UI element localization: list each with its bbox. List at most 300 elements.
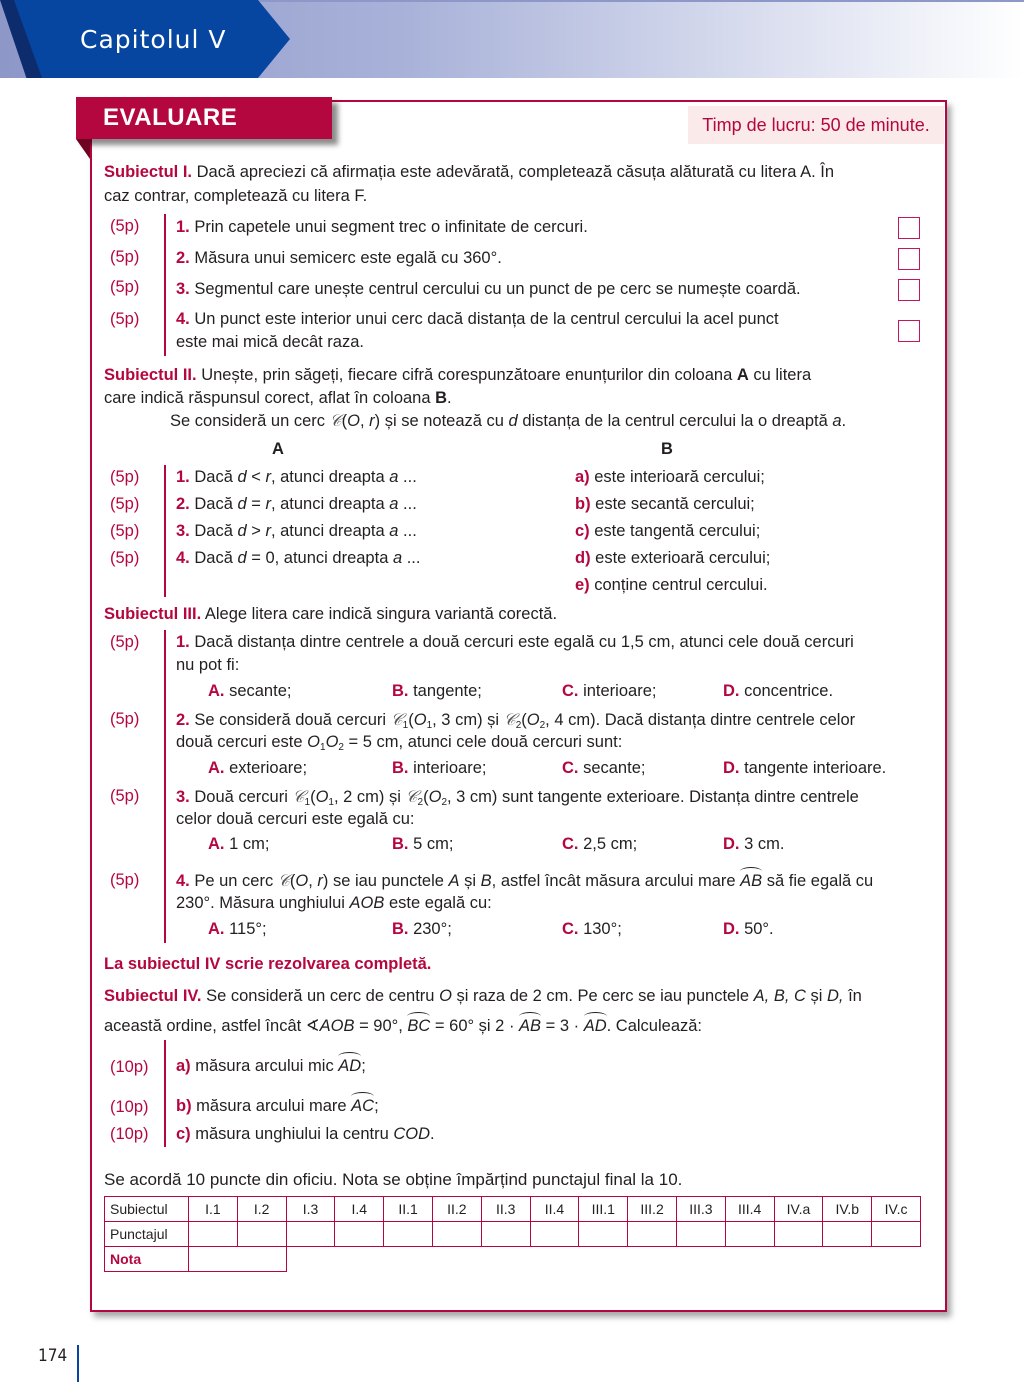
s1-item4-points: (5p) [110, 310, 140, 328]
score-cell[interactable] [335, 1222, 384, 1247]
text: este exterioară cercului; [590, 549, 771, 567]
s3-q3-line1 [176, 787, 859, 808]
s3-q4-option-a[interactable] [208, 920, 267, 939]
s2-context [170, 411, 846, 431]
text: 3 cm. [739, 835, 785, 853]
arc-AB: AB [740, 872, 763, 890]
s2-a2-num: 2. [176, 495, 190, 513]
t: ( [310, 788, 316, 806]
s2-a4-num: 4. [176, 549, 190, 567]
s1-item2-answer-box[interactable] [898, 248, 920, 270]
text: este tangentă cercului; [589, 522, 761, 540]
num: 3. [176, 788, 190, 806]
letter: A. [208, 920, 225, 938]
sub: 2 [417, 797, 424, 808]
circle-symbol: 𝒞 [390, 710, 403, 729]
letter: D. [723, 682, 740, 700]
var-d: d [237, 549, 247, 567]
score-table [104, 1196, 921, 1272]
text: Se consideră două cercuri [189, 711, 391, 729]
chapter-title: Capitolul V [80, 24, 227, 54]
s2-column-b-header: B [661, 440, 673, 458]
var-O: O [413, 711, 427, 729]
var-d: d [237, 468, 247, 486]
col-header: I.3 [286, 1197, 335, 1222]
s3-q2-points: (5p) [110, 710, 140, 728]
empty-space [286, 1247, 920, 1272]
angle-AOB: AOB [319, 1017, 355, 1035]
s1-item4 [176, 310, 779, 329]
s2-b-b[interactable] [575, 495, 755, 514]
t: Se consideră un cerc de centru [201, 987, 440, 1005]
s1-item1-answer-box[interactable] [898, 217, 920, 239]
text: conține centrul cercului. [589, 576, 768, 594]
s2-a4[interactable] [176, 549, 420, 568]
t: , atunci dreapta [270, 495, 390, 513]
s1-item2-text: Măsura unui semicerc este egală cu 360°. [189, 249, 502, 267]
text: măsura arcului mare [191, 1097, 352, 1115]
s1-item1 [176, 218, 588, 237]
comma: , [359, 412, 370, 430]
t: în [843, 987, 862, 1005]
score-cell[interactable] [530, 1222, 579, 1247]
s1-item3 [176, 280, 801, 299]
letter: A. [208, 759, 225, 777]
s1-item2-num: 2. [176, 249, 190, 267]
s3-intro [104, 605, 557, 624]
page-number: 174 [38, 1346, 68, 1366]
score-cell[interactable] [384, 1222, 433, 1247]
s2-a2-points: (5p) [110, 495, 140, 513]
s2-a3-points: (5p) [110, 522, 140, 540]
s4-divider [164, 1040, 166, 1147]
s4-c-points: (10p) [110, 1125, 149, 1143]
num: 1. [176, 633, 190, 651]
s2-a2[interactable] [176, 495, 417, 514]
t: , 3 cm) și [432, 711, 504, 729]
col-header: II.1 [384, 1197, 433, 1222]
col-header: III.2 [628, 1197, 677, 1222]
letter: D. [723, 759, 740, 777]
s1-item4-text: Un punct este interior unui cerc dacă distanța de la centrul cercului la acel punct [189, 310, 779, 328]
t: . [430, 1125, 435, 1143]
s3-divider [164, 630, 166, 943]
text: Dacă distanța dintre centrele a două cercuri este egală cu 1,5 cm, atunci cele două cercuri [189, 633, 854, 651]
t: = 90°, [354, 1017, 408, 1035]
var-O: O [428, 788, 442, 806]
s4-item-a [176, 1057, 366, 1076]
col-header: I.1 [189, 1197, 238, 1222]
angle-COD: COD [393, 1125, 431, 1143]
s3-q3-points: (5p) [110, 787, 140, 805]
sub: 1 [426, 720, 433, 731]
text: secante; [224, 682, 292, 700]
t: > [246, 522, 266, 540]
s4-intro-line1 [104, 987, 862, 1006]
s2-label: Subiectul II. [104, 366, 197, 384]
s1-item1-points: (5p) [110, 217, 140, 235]
s3-q1-points: (5p) [110, 633, 140, 651]
evaluation-title: EVALUARE [103, 104, 238, 131]
var-O: O [295, 872, 309, 890]
s3-q4-line2 [176, 894, 492, 913]
text: secante; [578, 759, 646, 777]
s2-b-a[interactable] [575, 468, 765, 487]
t: = 0 [246, 549, 275, 567]
text: concentrice. [739, 682, 834, 700]
col-header: I.2 [237, 1197, 286, 1222]
num: 4. [176, 872, 190, 890]
var-d: d [508, 412, 518, 430]
letter: a) [575, 468, 590, 486]
period: . [841, 412, 847, 430]
score-cell[interactable] [237, 1222, 286, 1247]
s3-q2-option-c[interactable] [562, 759, 645, 778]
t: să fie egală cu [762, 872, 874, 890]
s2-a1[interactable] [176, 468, 417, 487]
score-cell[interactable] [481, 1222, 530, 1247]
score-cell[interactable] [432, 1222, 481, 1247]
text: măsura arcului mic [190, 1057, 339, 1075]
sub: 1 [320, 742, 326, 753]
s3-q4-option-d[interactable] [723, 920, 774, 939]
chapter-tab-label-wrap [40, 0, 260, 78]
s2-context-text: Se consideră un cerc [170, 412, 330, 430]
text: 230°; [408, 920, 452, 938]
s3-intro-text: Alege litera care indică singura variantă corectă. [201, 605, 558, 623]
text: 130°; [578, 920, 622, 938]
s2-context-text3: distanța de la centrul cercului la o dreaptă [517, 412, 833, 430]
s4-item-c [176, 1125, 435, 1144]
t: = 60° și 2 · [430, 1017, 520, 1035]
evaluation-banner [76, 97, 332, 139]
col-header: III.1 [579, 1197, 628, 1222]
s4-b-points: (10p) [110, 1098, 149, 1116]
t: și raza de 2 cm. Pe cerc se iau punctele [451, 987, 754, 1005]
var-r: r [265, 522, 271, 540]
s3-q1-option-a[interactable] [208, 682, 291, 701]
t: , atunci dreapta [274, 549, 393, 567]
page-number-bar [77, 1345, 79, 1382]
score-cell[interactable] [676, 1222, 725, 1247]
circle-symbol: 𝒞 [405, 787, 418, 806]
s3-q1-line1 [176, 633, 854, 652]
s4-label: Subiectul IV. [104, 987, 202, 1005]
t: ... [398, 495, 417, 513]
circle-symbol: 𝒞 [503, 710, 516, 729]
t: . Calculează: [606, 1017, 703, 1035]
score-cell[interactable] [286, 1222, 335, 1247]
text: interioare; [408, 759, 487, 777]
t: , atunci dreapta [270, 522, 390, 540]
score-cell[interactable] [774, 1222, 823, 1247]
col-header: III.3 [676, 1197, 725, 1222]
row-label-nota: Nota [105, 1247, 189, 1272]
t: Dacă [189, 495, 238, 513]
s3-q1-option-c[interactable] [562, 682, 656, 701]
s1-intro-text: Dacă apreciezi că afirmația este adevărată, completează căsuța alăturată cu litera A. În [192, 163, 835, 181]
t: Pe un cerc [189, 872, 278, 890]
score-cell[interactable] [579, 1222, 628, 1247]
text: interioare; [578, 682, 657, 700]
s1-item1-text: Prin capetele unui segment trec o infinitate de cercuri. [189, 218, 588, 236]
s3-q2-option-d[interactable] [723, 759, 886, 778]
text: 115°; [224, 920, 267, 938]
s2-intro-text: Unește, prin săgeți, fiecare cifră corespunzătoare enunțurilor din coloana [196, 366, 737, 384]
s4-item-b [176, 1097, 379, 1116]
s2-intro2-tail: . [447, 389, 452, 407]
s2-column-a-header: A [272, 440, 284, 458]
s2-intro-line2 [104, 389, 452, 408]
text: 50°. [739, 920, 774, 938]
s3-q3-option-c[interactable] [562, 835, 637, 854]
var-B: B [480, 872, 492, 890]
num: 2. [176, 711, 190, 729]
t: Două cercuri [189, 788, 293, 806]
letter: D. [723, 920, 740, 938]
s1-item3-num: 3. [176, 280, 190, 298]
s3-q2-line2 [176, 733, 622, 753]
letter: B. [392, 682, 409, 700]
letter: A. [208, 835, 225, 853]
sub: 2 [539, 720, 546, 731]
text: 1 cm; [224, 835, 270, 853]
s3-q2-line1 [176, 710, 855, 731]
var-D: D, [827, 987, 844, 1005]
s3-q3-option-a[interactable] [208, 835, 269, 854]
s1-item1-num: 1. [176, 218, 190, 236]
t: < [246, 468, 266, 486]
score-header-row [105, 1197, 921, 1222]
var-O: O [526, 711, 540, 729]
s2-col-b-ref: B [435, 389, 448, 407]
s2-a3[interactable] [176, 522, 417, 541]
letter: b) [575, 495, 591, 513]
letter: C. [562, 682, 579, 700]
s2-intro-line1 [104, 366, 811, 385]
t: ) se iau punctele [322, 872, 449, 890]
var-r: r [369, 412, 375, 430]
t: , 3 cm) sunt tangente exterioare. Distanța dintre centrele [447, 788, 859, 806]
s2-a4-points: (5p) [110, 549, 140, 567]
t: , 2 cm) și [333, 788, 406, 806]
var-O: O [307, 733, 320, 751]
t: Dacă [189, 549, 238, 567]
s2-a1-points: (5p) [110, 468, 140, 486]
s3-q2-option-a[interactable] [208, 759, 307, 778]
col-header: I.4 [335, 1197, 384, 1222]
banner-fold-decoration [76, 139, 90, 159]
var-r: r [317, 872, 323, 890]
text: 2,5 cm; [578, 835, 638, 853]
s2-b-e[interactable] [575, 576, 768, 595]
score-grade-row [105, 1247, 921, 1272]
s3-q3-option-b[interactable] [392, 835, 453, 854]
var-A: A [448, 872, 460, 890]
circle-symbol: 𝒞 [329, 411, 342, 430]
s3-q4-line1 [176, 871, 873, 891]
text: exterioare; [224, 759, 308, 777]
circle-symbol: 𝒞 [277, 871, 290, 890]
var-a: a [832, 412, 842, 430]
var-O: O [347, 412, 360, 430]
t: Dacă [189, 522, 238, 540]
t: ... [402, 549, 421, 567]
var-a: a [389, 468, 399, 486]
col-header: III.4 [725, 1197, 774, 1222]
text: măsura unghiului la centru [190, 1125, 394, 1143]
s4-notice: La subiectul IV scrie rezolvarea completă. [104, 955, 432, 973]
var-d: d [237, 522, 247, 540]
col-header: IV.a [774, 1197, 823, 1222]
text: este interioară cercului; [589, 468, 765, 486]
arc-BC: BC [407, 1017, 431, 1035]
s2-col-a-ref: A [736, 366, 749, 384]
angle-AOB: AOB [349, 894, 385, 912]
s1-item4-num: 4. [176, 310, 190, 328]
var-a: a [389, 495, 399, 513]
sub: 1 [402, 720, 409, 731]
t: și [459, 872, 481, 890]
col-header: IV.b [823, 1197, 872, 1222]
s4-intro-line2 [104, 1016, 702, 1036]
t: ( [408, 711, 414, 729]
s1-divider [164, 214, 166, 356]
t: ; [374, 1097, 379, 1115]
score-cell[interactable] [823, 1222, 872, 1247]
row-label-punctajul: Punctajul [105, 1222, 189, 1247]
s1-item2-points: (5p) [110, 248, 140, 266]
s1-item4-line2: este mai mică decât raza. [176, 333, 364, 351]
letter: C. [562, 920, 579, 938]
var-O: O [439, 987, 452, 1005]
t: = [246, 495, 266, 513]
t: 230°. Măsura unghiului [176, 894, 350, 912]
s2-divider [164, 465, 166, 597]
s3-q4-option-b[interactable] [392, 920, 452, 939]
time-limit-box [688, 106, 944, 144]
sub: 2 [441, 797, 447, 808]
var-r: r [265, 495, 271, 513]
s2-intro2-text: care indică răspunsul corect, aflat în coloana [104, 389, 436, 407]
s2-b-c[interactable] [575, 522, 760, 541]
letter: C. [562, 835, 579, 853]
t: = 3 · [541, 1017, 584, 1035]
sub: 1 [328, 797, 334, 808]
t: și [805, 987, 828, 1005]
s3-label: Subiectul III. [104, 605, 202, 623]
t: , [308, 872, 318, 890]
var-a: a [389, 522, 399, 540]
s2-intro-tail: cu litera [748, 366, 812, 384]
letter: A. [208, 682, 225, 700]
score-cell[interactable] [628, 1222, 677, 1247]
var-d: d [237, 495, 247, 513]
sub: 2 [338, 742, 344, 753]
s3-q2-option-b[interactable] [392, 759, 486, 778]
arc-AB: AB [519, 1017, 542, 1035]
s1-item2 [176, 249, 502, 268]
s3-q3-option-d[interactable] [723, 835, 784, 854]
time-limit-text: Timp de lucru: 50 de minute. [702, 114, 930, 135]
s3-q1-line2: nu pot fi: [176, 656, 240, 674]
s1-item3-points: (5p) [110, 278, 140, 296]
t: ( [423, 788, 429, 806]
s1-intro-line2: caz contrar, completează cu litera F. [104, 187, 368, 205]
grade-cell[interactable] [189, 1247, 287, 1272]
t: ( [521, 711, 527, 729]
letter: B. [392, 920, 409, 938]
s3-q4-option-c[interactable] [562, 920, 622, 939]
s1-label: Subiectul I. [104, 163, 193, 181]
t: această ordine, astfel încât ∢ [104, 1017, 320, 1035]
t: ... [398, 522, 417, 540]
paren: ( [341, 412, 348, 430]
letter: D. [723, 835, 740, 853]
score-cell[interactable] [872, 1222, 921, 1247]
s3-q3-line2: celor două cercuri este egală cu: [176, 810, 415, 828]
s1-intro-line1 [104, 163, 834, 182]
score-cell[interactable] [189, 1222, 238, 1247]
arc-AD: AD [583, 1017, 607, 1035]
s2-a3-num: 3. [176, 522, 190, 540]
letter: a) [176, 1057, 191, 1075]
letter: C. [562, 759, 579, 777]
sub: 1 [304, 797, 311, 808]
var-O: O [315, 788, 329, 806]
s2-a1-num: 1. [176, 468, 190, 486]
t: = 5 cm, atunci cele două cercuri sunt: [343, 733, 623, 751]
s3-q4-points: (5p) [110, 871, 140, 889]
text: este secantă cercului; [590, 495, 755, 513]
t: Dacă [189, 468, 238, 486]
s1-item3-text: Segmentul care unește centrul cercului cu un punct de pe cerc se numește coardă. [189, 280, 801, 298]
row-label-subiectul: Subiectul [105, 1197, 189, 1222]
t: este egală cu: [384, 894, 492, 912]
t: , 4 cm). Dacă distanța dintre centrele celor [545, 711, 856, 729]
col-header: II.2 [432, 1197, 481, 1222]
scoring-note: Se acordă 10 puncte din oficiu. Nota se obține împărțind punctajul final la 10. [104, 1170, 683, 1189]
text: tangente; [408, 682, 482, 700]
t: , astfel încât măsura arcului mare [491, 872, 741, 890]
s1-item3-answer-box[interactable] [898, 279, 920, 301]
t: ; [361, 1057, 366, 1075]
letter: c) [176, 1125, 191, 1143]
var-a: a [392, 549, 403, 567]
vars-ABC: A, B, C [753, 987, 806, 1005]
letter: b) [176, 1097, 192, 1115]
t: ( [289, 872, 296, 890]
col-header: II.3 [481, 1197, 530, 1222]
t: , atunci dreapta [270, 468, 390, 486]
text: 5 cm; [408, 835, 454, 853]
t: ... [398, 468, 417, 486]
s4-a-points: (10p) [110, 1058, 149, 1076]
letter: e) [575, 576, 590, 594]
s1-item4-answer-box[interactable] [898, 320, 920, 342]
letter: B. [392, 835, 409, 853]
col-header: II.4 [530, 1197, 579, 1222]
var-O: O [325, 733, 339, 751]
s3-q1-option-d[interactable] [723, 682, 833, 701]
s2-b-d[interactable] [575, 549, 770, 568]
text: tangente interioare. [739, 759, 887, 777]
score-cell[interactable] [725, 1222, 774, 1247]
sub: 2 [515, 720, 522, 731]
letter: d) [575, 549, 591, 567]
s3-q1-option-b[interactable] [392, 682, 482, 701]
arc-AD: AD [338, 1057, 362, 1075]
